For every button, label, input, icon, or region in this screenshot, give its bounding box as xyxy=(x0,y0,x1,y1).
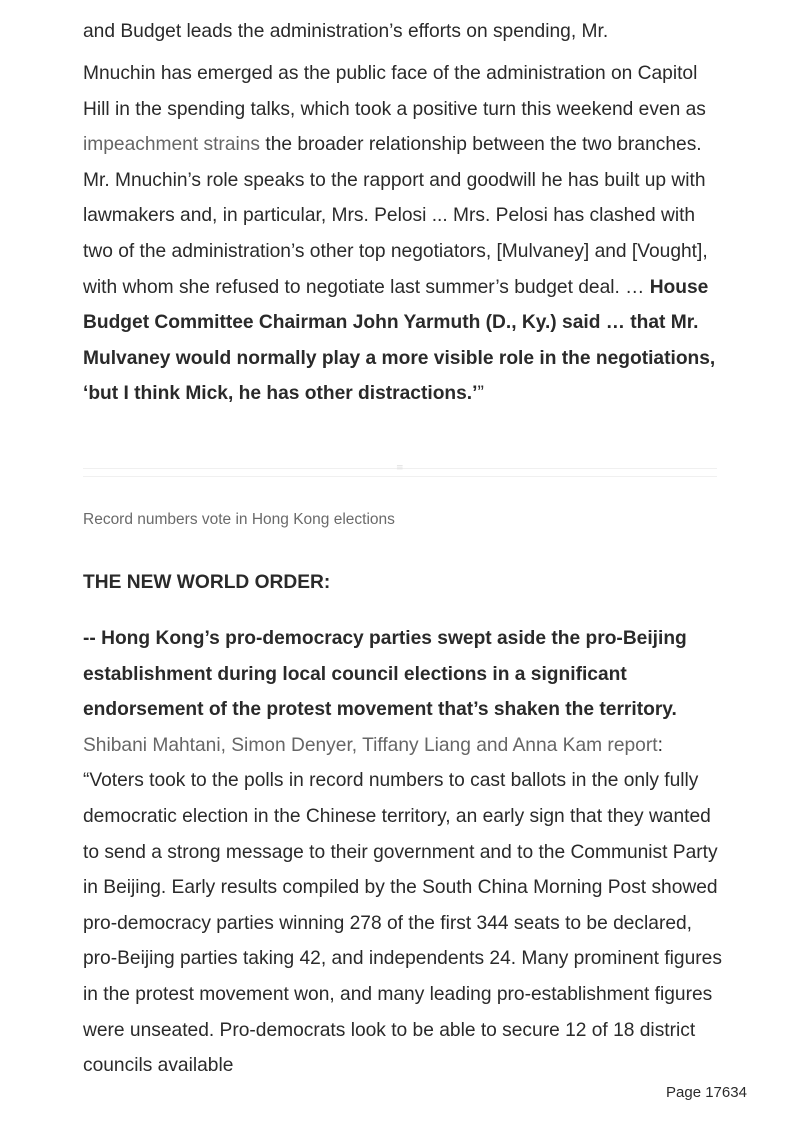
upper-article xyxy=(83,56,723,412)
impeachment-strains-link[interactable]: impeachment strains xyxy=(83,134,261,156)
upper-article-paragraph xyxy=(83,56,723,412)
yarmuth-quote: House Budget Committee Chairman John Yarmuth (D., Ky.) said … that Mr. Mulvaney would normally play a more visible role in the negotiations, ‘but I think Mick, he has other distractions.’ xyxy=(83,276,716,405)
closing-quote-mark: ” xyxy=(477,383,484,405)
image-caption: Record numbers vote in Hong Kong elections xyxy=(83,511,395,528)
clipped-top-line: and Budget leads the administration’s efforts on spending, Mr. xyxy=(83,21,609,42)
hong-kong-lead: -- Hong Kong’s pro-democracy parties swept aside the pro-Beijing establishment during local council elections in a significant endorsement of the protest movement that’s shaken the territory. xyxy=(83,628,687,721)
section-heading: THE NEW WORLD ORDER: xyxy=(83,572,331,593)
reporters-link[interactable]: Shibani Mahtani, Simon Denyer, Tiffany Liang and Anna Kam report xyxy=(83,734,658,756)
divider-handle-icon: ≡ xyxy=(396,463,404,473)
lower-article xyxy=(83,621,723,1084)
upper-paragraph-text-a: Mnuchin has emerged as the public face of the administration on Capitol Hill in the spending talks, which took a positive turn this weekend even as xyxy=(83,63,706,120)
clipped-top-line-container xyxy=(83,0,723,49)
page-number: Page 17634 xyxy=(666,1084,747,1101)
upper-paragraph-text-b: the broader relationship between the two branches. Mr. Mnuchin’s role speaks to the rapport and goodwill he has built up with lawmakers and, in particular, Mrs. Pelosi ... Mrs. Pelosi has clashed with two of the administration’s other top negotiators, [Mulvaney] and [Vought], with whom she refused to negotiate last summer’s budget deal. … xyxy=(83,134,708,298)
lower-paragraph-body: : “Voters took to the polls in record numbers to cast ballots in the only fully democratic election in the Chinese territory, an early sign that they wanted to send a strong message to their government and to the Communist Party in Beijing. Early results compiled by the South China Morning Post showed pro-democracy parties winning 278 of the first 344 seats to be declared, pro-Beijing parties taking 42, and independents 24. Many prominent figures in the protest movement won, and many leading pro-establishment figures were unseated. Pro-democrats look to be able to secure 12 of 18 district councils available xyxy=(83,734,722,1077)
lower-article-paragraph xyxy=(83,621,723,1084)
